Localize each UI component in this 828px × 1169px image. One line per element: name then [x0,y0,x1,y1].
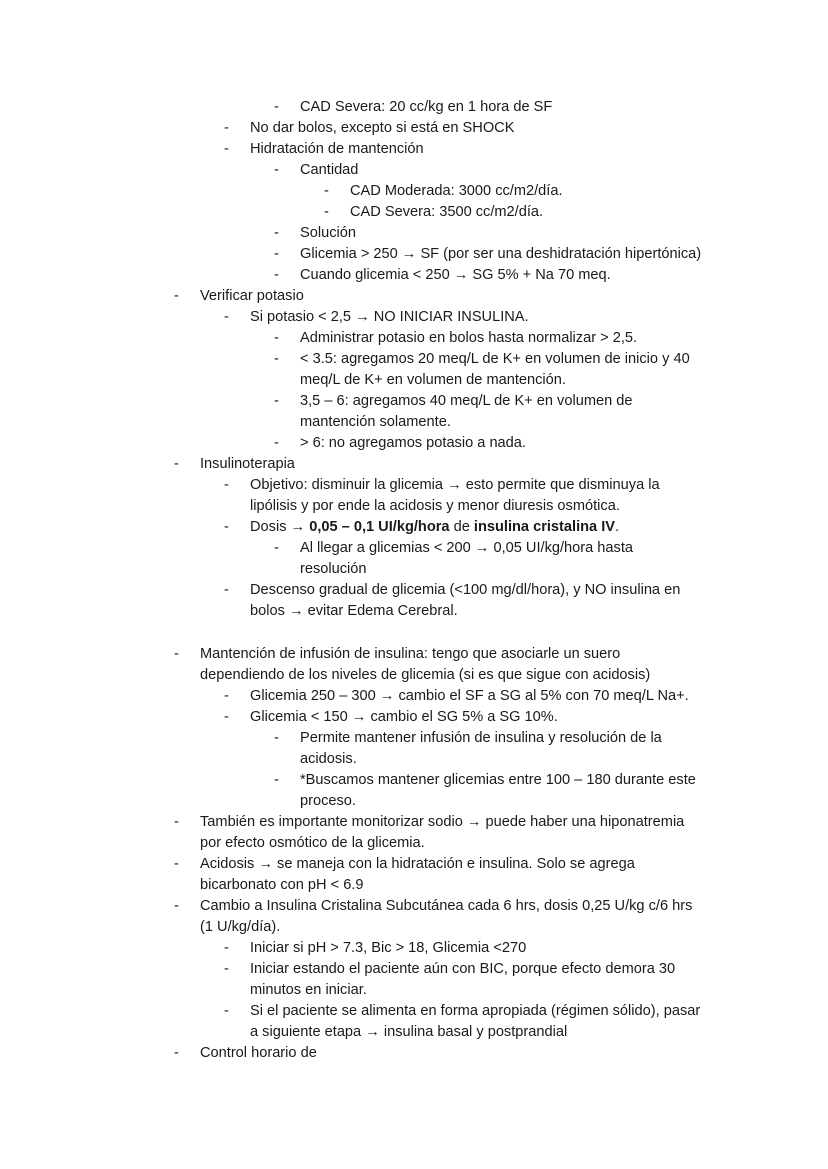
bullet-dash: - [274,393,279,409]
list-item-text: < 3.5: agregamos 20 meq/L de K+ en volumen de inicio y 40 [300,351,690,367]
list-item [0,286,828,307]
bullet-dash: - [174,1045,179,1061]
bullet-dash: - [224,940,229,956]
bullet-dash: - [274,330,279,346]
bullet-dash: - [324,204,329,220]
document-body [0,97,828,1064]
list-item [0,959,828,1001]
bullet-dash: - [274,435,279,451]
bullet-dash: - [274,730,279,746]
list-item-text: Mantención de infusión de insulina: tengo que asociarle un suero [200,646,621,662]
list-item-text: También es importante monitorizar sodio → puede haber una hiponatremia [200,814,685,830]
list-item-text: Iniciar si pH > 7.3, Bic > 18, Glicemia <270 [250,940,527,956]
list-item-text: Glicemia > 250 → SF (por ser una deshidratación hipertónica) [300,246,702,262]
bullet-dash: - [224,709,229,725]
list-item-text: Al llegar a glicemias < 200 → 0,05 UI/kg/hora hasta [300,540,633,556]
list-item-text: Solución [300,225,356,241]
list-item-text: CAD Severa: 3500 cc/m2/día. [350,204,544,220]
bullet-dash: - [224,961,229,977]
bullet-dash: - [274,351,279,367]
bullet-dash: - [174,898,179,914]
list-item [0,307,828,328]
bullet-dash: - [224,688,229,704]
list-item-text [0,517,828,538]
list-item-text: Descenso gradual de glicemia (<100 mg/dl/hora), y NO insulina en [250,582,681,598]
list-item-text: Insulinoterapia [200,456,295,472]
list-item [0,580,828,622]
bullet-dash: - [324,183,329,199]
bullet-dash: - [174,814,179,830]
list-item-text: dependiendo de los niveles de glicemia (si es que sigue con acidosis) [200,667,651,683]
list-item [0,454,828,475]
list-item-text: Si potasio < 2,5 → NO INICIAR INSULINA. [250,309,529,325]
list-item-text: Control horario de [200,1045,317,1061]
list-item [0,160,828,181]
list-item-text: bicarbonato con pH < 6.9 [200,877,364,893]
list-item-text: > 6: no agregamos potasio a nada. [300,435,526,451]
list-item [0,686,828,707]
list-item [0,181,828,202]
list-item-text: por efecto osmótico de la glicemia. [200,835,425,851]
list-item-text: meq/L de K+ en volumen de mantención. [300,372,566,388]
list-item [0,475,828,517]
list-item-text: minutos en iniciar. [250,982,367,998]
list-item-text: proceso. [300,793,356,809]
list-item-text: *Buscamos mantener glicemias entre 100 – 180 durante este [300,772,696,788]
list-item-text: Permite mantener infusión de insulina y resolución de la [300,730,662,746]
list-item [0,812,828,854]
text-segment: . [615,519,620,535]
bullet-dash: - [174,856,179,872]
list-item [0,896,828,938]
list-item-text: Cambio a Insulina Cristalina Subcutánea cada 6 hrs, dosis 0,25 U/kg c/6 hrs [200,898,693,914]
list-item-text: Cuando glicemia < 250 → SG 5% + Na 70 meq. [300,267,611,283]
bullet-dash: - [274,267,279,283]
list-item [0,1001,828,1043]
bullet-dash: - [274,225,279,241]
list-item-text: No dar bolos, excepto si está en SHOCK [250,120,515,136]
list-item-text: resolución [300,561,367,577]
bullet-dash: - [274,162,279,178]
list-item-text: (1 U/kg/día). [200,919,281,935]
list-item-text: Objetivo: disminuir la glicemia → esto permite que disminuya la [250,477,660,493]
bold-text: insulina cristalina IV [473,519,616,535]
bullet-dash: - [224,1003,229,1019]
bullet-dash: - [174,456,179,472]
list-item [0,391,828,433]
list-item-text: a siguiente etapa → insulina basal y postprandial [250,1024,568,1040]
list-item [0,538,828,580]
list-item [0,433,828,454]
list-item [0,265,828,286]
list-item [0,770,828,812]
list-item-text: Glicemia 250 – 300 → cambio el SF a SG al 5% con 70 meq/L Na+. [250,688,689,704]
list-item [0,707,828,728]
list-item [0,223,828,244]
list-item-text: Si el paciente se alimenta en forma apropiada (régimen sólido), pasar [250,1003,701,1019]
list-item [0,938,828,959]
bullet-dash: - [224,519,229,535]
list-item-text: lipólisis y por ende la acidosis y menor diuresis osmótica. [250,498,620,514]
list-item [0,244,828,265]
blank-line [0,622,828,644]
list-item [0,854,828,896]
bullet-dash: - [224,120,229,136]
list-item [0,139,828,160]
list-item [0,728,828,770]
list-item [0,644,828,686]
text-segment: de [449,519,474,535]
list-item-text: acidosis. [300,751,357,767]
list-item [0,517,828,538]
list-item [0,1043,828,1064]
list-item-text: Verificar potasio [200,288,304,304]
list-item-text: 3,5 – 6: agregamos 40 meq/L de K+ en volumen de [300,393,633,409]
list-item-text: mantención solamente. [300,414,451,430]
list-item-text: Iniciar estando el paciente aún con BIC, porque efecto demora 30 [250,961,676,977]
list-item-text: Administrar potasio en bolos hasta normalizar > 2,5. [300,330,638,346]
bullet-dash: - [174,288,179,304]
bullet-dash: - [274,540,279,556]
bullet-dash: - [224,582,229,598]
bold-text: 0,05 – 0,1 UI/kg/hora [309,519,450,535]
bullet-dash: - [224,141,229,157]
bullet-dash: - [224,477,229,493]
list-item-text: bolos → evitar Edema Cerebral. [250,603,458,619]
list-item [0,202,828,223]
list-item-text: CAD Severa: 20 cc/kg en 1 hora de SF [300,99,553,115]
text-segment: Dosis → [250,519,310,535]
list-item-text: Glicemia < 150 → cambio el SG 5% a SG 10%. [250,709,558,725]
bullet-dash: - [174,646,179,662]
bullet-dash: - [274,772,279,788]
list-item [0,328,828,349]
bullet-dash: - [224,309,229,325]
list-item-text: CAD Moderada: 3000 cc/m2/día. [350,183,563,199]
bullet-dash: - [274,99,279,115]
list-item [0,97,828,118]
bullet-dash: - [274,246,279,262]
list-item-text: Acidosis → se maneja con la hidratación e insulina. Solo se agrega [200,856,635,872]
list-item-text: Hidratación de mantención [250,141,424,157]
list-item-text: Cantidad [300,162,359,178]
list-item [0,118,828,139]
list-item [0,349,828,391]
